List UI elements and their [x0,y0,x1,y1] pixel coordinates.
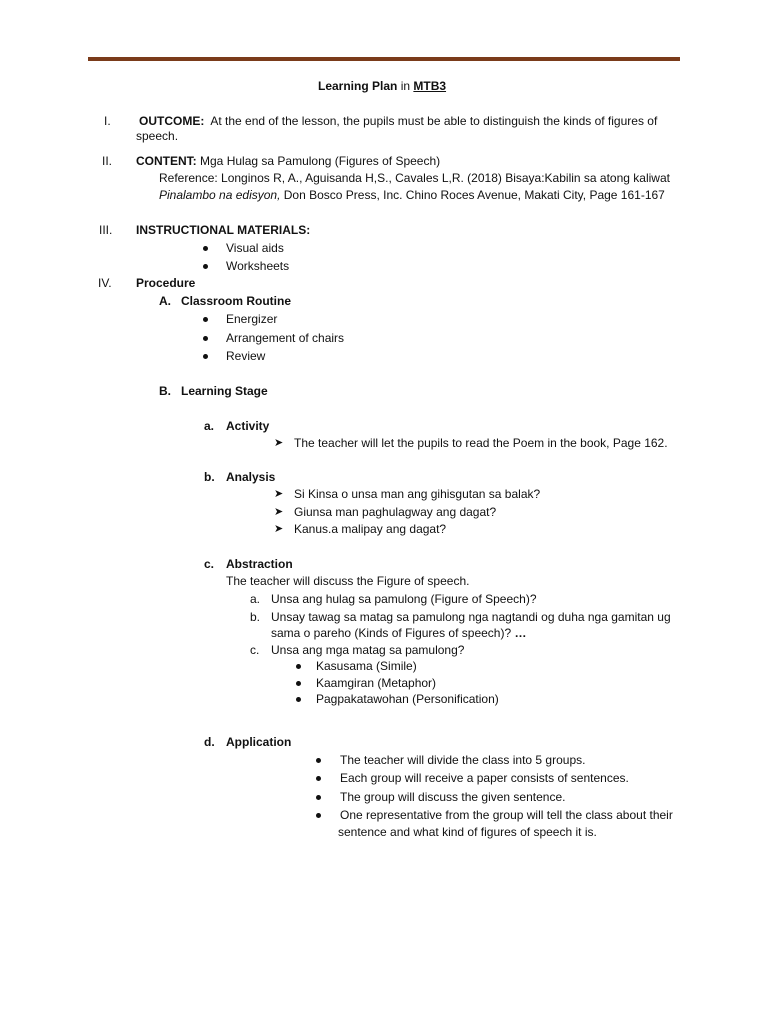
bullet-icon [296,697,301,702]
reference-line2 [159,188,665,203]
figure-kind: Kaamgiran (Metaphor) [316,676,437,690]
application-item: The group will discuss the given sentence. [340,790,566,804]
question-text-cont: sama o pareho (Kinds of Figures of speech)? [271,626,512,640]
figure-kind: Kasusama (Simile) [316,659,417,673]
routine-item: Energizer [226,312,278,326]
figure-kind: Pagpakatawohan (Personification) [316,692,499,706]
reference-italic: Pinalambo na edisyon, [159,188,281,202]
abstraction-label: Abstraction [226,557,293,571]
analysis-item: Kanus.a malipay ang dagat? [294,522,447,536]
bullet-icon [203,317,208,322]
application-item: One representative from the group will tell the class about their [340,808,673,822]
question-letter: a. [250,592,261,606]
content-label: CONTENT: [136,154,197,168]
content-text: Mga Hulag sa Pamulong (Figures of Speech) [200,154,441,168]
activity-letter: a. [204,419,215,433]
learning-stage-label: Learning Stage [181,384,268,398]
title-mid: in [397,79,414,93]
question-letter: b. [250,610,261,624]
application-item: Each group will receive a paper consists of sentences. [340,771,629,785]
analysis-item: Giunsa man paghulagway ang dagat? [294,505,497,519]
analysis-item: Si Kinsa o unsa man ang gihisgutan sa balak? [294,487,541,501]
materials-label: INSTRUCTIONAL MATERIALS: [136,223,311,237]
analysis-letter: b. [204,470,215,484]
abstraction-intro: The teacher will discuss the Figure of speech. [226,574,470,588]
ellipsis: … [514,626,527,640]
routine-letter: A. [159,294,171,308]
materials-item: Worksheets [226,259,290,273]
reference-rest: Don Bosco Press, Inc. Chino Roces Avenue, Makati City, Page 161-167 [280,188,665,202]
application-item: The teacher will divide the class into 5 groups. [340,753,586,767]
bullet-icon [316,795,321,800]
arrow-bullet-icon: ➤ [274,437,284,449]
bullet-icon [296,664,301,669]
page-title [318,79,446,94]
numeral-i: I. [104,114,111,128]
application-item-cont: sentence and what kind of figures of speech it is. [338,825,597,839]
content-line [136,154,440,169]
materials-item: Visual aids [226,241,284,255]
title-subject: MTB3 [413,79,447,93]
analysis-label: Analysis [226,470,276,484]
title-prefix: Learning Plan [318,79,398,93]
question-text: Unsa ang hulag sa pamulong (Figure of Speech)? [271,592,537,606]
procedure-label: Procedure [136,276,196,290]
learning-stage-letter: B. [159,384,171,398]
bullet-icon [296,681,301,686]
outcome-text: At the end of the lesson, the pupils must be able to distinguish the kinds of figures of [210,114,658,128]
numeral-iv: IV. [98,276,112,290]
numeral-ii: II. [102,154,113,168]
bullet-icon [203,354,208,359]
activity-item: The teacher will let the pupils to read the Poem in the book, Page 162. [294,436,668,450]
outcome-line1 [139,114,657,129]
question-text-line2 [271,626,526,641]
top-rule [88,57,680,61]
outcome-label: OUTCOME: [139,114,205,128]
bullet-icon [203,264,208,269]
bullet-icon [316,813,321,818]
question-text: Unsa ang mga matag sa pamulong? [271,643,465,657]
routine-label: Classroom Routine [181,294,292,308]
numeral-iii: III. [99,223,113,237]
outcome-line2: speech. [136,129,179,143]
application-letter: d. [204,735,215,749]
abstraction-letter: c. [204,557,215,571]
question-text: Unsay tawag sa matag sa pamulong nga nagtandi og duha nga gamitan ug [271,610,671,624]
application-label: Application [226,735,292,749]
routine-item: Arrangement of chairs [226,331,345,345]
reference-line1: Reference: Longinos R, A., Aguisanda H,S., Cavales L,R. (2018) Bisaya:Kabilin sa atong kaliwat [159,171,670,185]
bullet-icon [203,246,208,251]
question-letter: c. [250,643,260,657]
bullet-icon [203,336,208,341]
activity-label: Activity [226,419,270,433]
arrow-bullet-icon: ➤ [274,488,284,500]
bullet-icon [316,758,321,763]
routine-item: Review [226,349,266,363]
arrow-bullet-icon: ➤ [274,523,284,535]
bullet-icon [316,776,321,781]
arrow-bullet-icon: ➤ [274,506,284,518]
